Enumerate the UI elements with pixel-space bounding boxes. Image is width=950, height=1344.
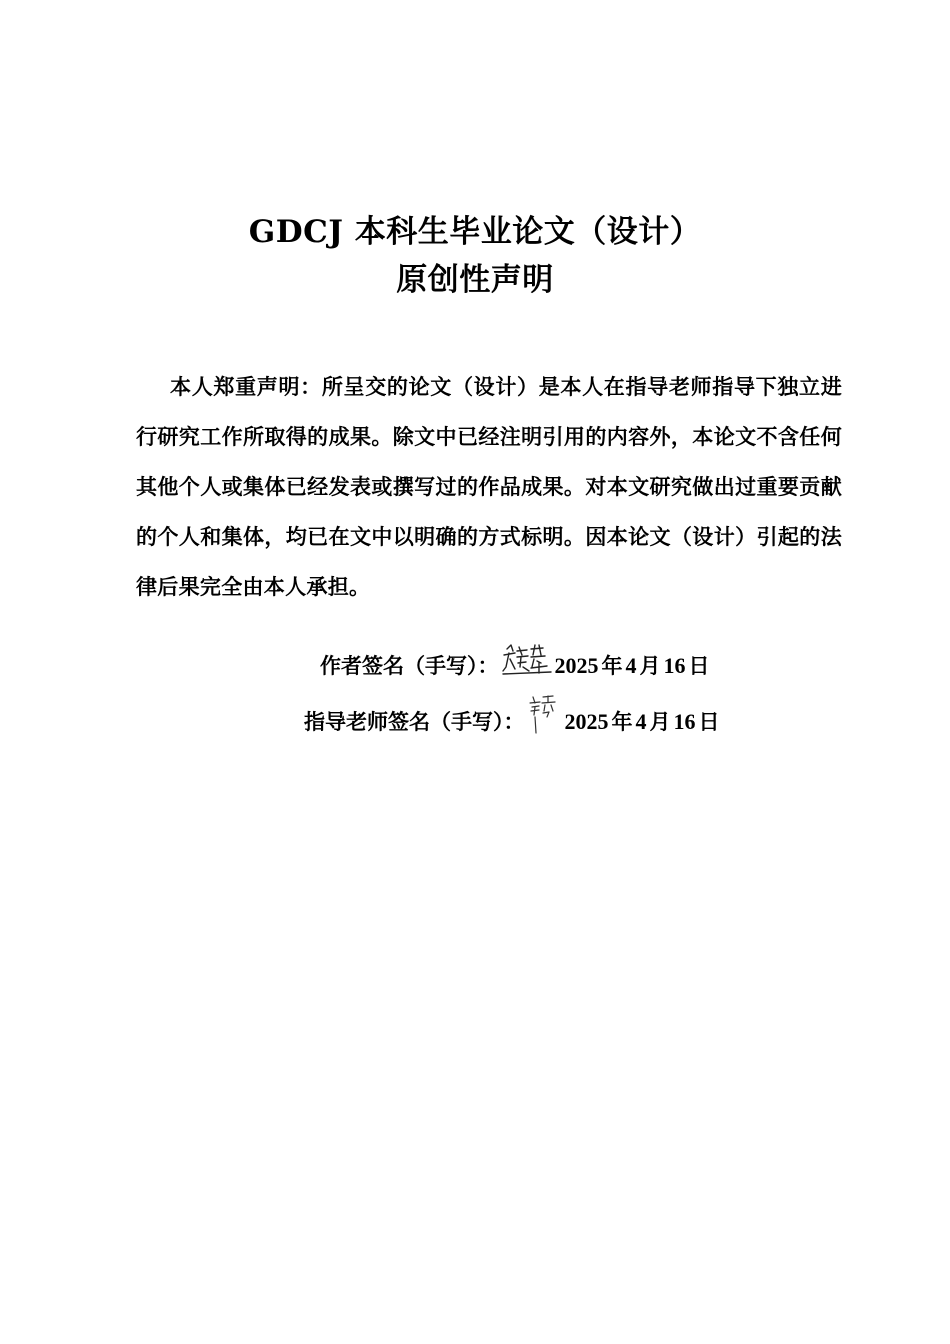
- author-date-day-unit: 日: [688, 653, 710, 678]
- author-signature-label: 作者签名（手写）：: [320, 653, 499, 678]
- author-date-month: 4: [625, 653, 637, 678]
- advisor-date-day: 16: [673, 709, 696, 734]
- author-date-month-unit: 月: [639, 653, 661, 678]
- advisor-date-year-unit: 年: [611, 709, 633, 734]
- author-handwritten-signature: [501, 641, 553, 681]
- page-title: GDCJ 本科生毕业论文（设计）: [248, 214, 702, 250]
- advisor-date-month: 4: [635, 709, 647, 734]
- advisor-date-month-unit: 月: [649, 709, 671, 734]
- page-subtitle: 原创性声明: [396, 262, 554, 298]
- declaration-text: 本人郑重声明：所呈交的论文（设计）是本人在指导老师指导下独立进行研究工作所取得的成果。除文中已经注明引用的内容外，本论文不含任何其他个人或集体已经发表或撰写过的作品成果。对本文研究做出过重要贡献的个人和集体，均已在文中以明确的方式标明。因本论文（设计）引起的法律后果完全由本人承担。: [136, 374, 842, 599]
- author-date-day: 16: [663, 653, 686, 678]
- advisor-handwritten-signature: [527, 693, 563, 737]
- advisor-date-day-unit: 日: [698, 709, 720, 734]
- advisor-date-year: 2025: [564, 709, 609, 734]
- advisor-signature-label: 指导老师签名（手写）：: [304, 709, 525, 734]
- author-signature-line: [320, 641, 713, 681]
- author-date-year: 2025: [554, 653, 599, 678]
- author-date-year-unit: 年: [601, 653, 623, 678]
- advisor-signature-line: [304, 693, 723, 737]
